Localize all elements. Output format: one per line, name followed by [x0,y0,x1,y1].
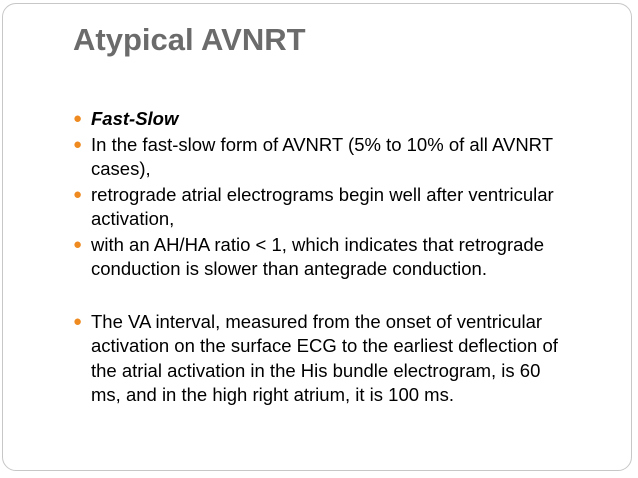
bullet-dot-icon: ● [73,312,83,330]
bullet-item [73,183,563,232]
bullet-text: retrograde atrial electrograms begin well after ventricular activation, [91,183,554,229]
bullet-dot-icon: ● [73,235,83,253]
bullet-list [73,107,563,409]
bullet-text: with an AH/HA ratio < 1, which indicates that retrograde conduction is slower than antegrade conduction. [91,233,544,279]
bullet-dot-icon: ● [73,185,83,203]
bullet-text: Fast-Slow [91,108,179,129]
bullet-item [73,310,563,408]
bullet-text: In the fast-slow form of AVNRT (5% to 10% of all AVNRT cases), [91,133,553,179]
bullet-text: The VA interval, measured from the onset of ventricular activation on the surface ECG to the earliest deflection of the atrial activation in the His bundle electrogram, is 60 ms, and in the high right atrium, it is 100 ms. [91,310,558,405]
slide-frame [2,3,632,471]
bullet-dot-icon: ● [73,110,83,127]
bullet-item [73,107,563,132]
slide-title: Atypical AVNRT [73,22,306,57]
bullet-item [73,133,563,182]
bullet-item [73,233,563,282]
bullet-dot-icon: ● [73,135,83,153]
